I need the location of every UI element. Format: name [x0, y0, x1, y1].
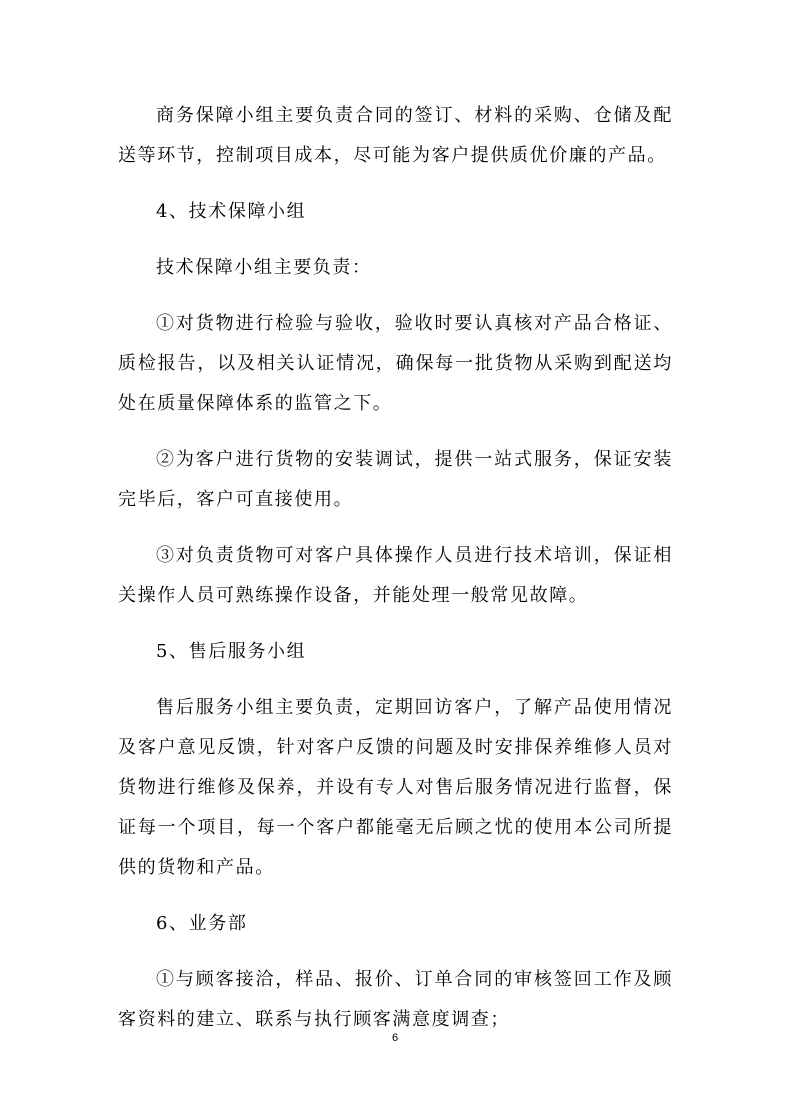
paragraph-tech-intro: 技术保障小组主要负责：	[156, 257, 372, 278]
document-body	[118, 96, 673, 1056]
paragraph-after-sales: 售后服务小组主要负责，定期回访客户，了解产品使用情况及客户意见反馈，针对客户反馈的问题及时安排保养维修人员对货物进行维修及保养，并设有专人对售后服务情况进行监督，保证每一个项目，每一个客户都能毫无后顾之忧的使用本公司所提供的货物和产品。	[118, 697, 673, 878]
paragraph-commerce-team: 商务保障小组主要负责合同的签订、材料的采购、仓储及配送等环节，控制项目成本，尽可能为客户提供质优价廉的产品。	[118, 105, 673, 166]
page-number: 6	[391, 1032, 399, 1044]
section-heading-tech-support: 4、技术保障小组	[156, 201, 307, 222]
paragraph-tech-item-3: ③对负责货物可对客户具体操作人员进行技术培训，保证相关操作人员可熟练操作设备，并能处理一般常见故障。	[118, 545, 673, 606]
section-heading-business-dept: 6、业务部	[156, 913, 248, 934]
paragraph-business-item-1: ①与顾客接洽，样品、报价、订单合同的审核签回工作及顾客资料的建立、联系与执行顾客满意度调查；	[118, 969, 673, 1030]
paragraph-tech-item-1: ①对货物进行检验与验收，验收时要认真核对产品合格证、质检报告，以及相关认证情况，确保每一批货物从采购到配送均处在质量保障体系的监管之下。	[118, 313, 673, 414]
paragraph-tech-item-2: ②为客户进行货物的安装调试，提供一站式服务，保证安装完毕后，客户可直接使用。	[118, 449, 673, 510]
section-heading-after-sales: 5、售后服务小组	[156, 641, 307, 662]
